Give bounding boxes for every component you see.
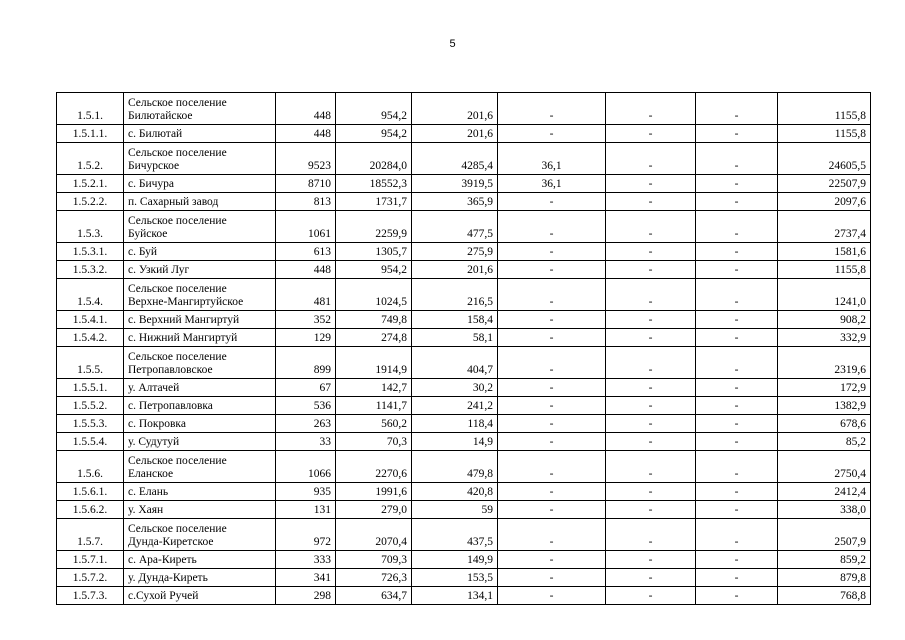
cell-value-4: - [498,279,606,311]
cell-name [124,433,276,451]
cell-total: 2319,6 [778,347,871,379]
cell-name [124,143,276,175]
cell-value-5: - [606,261,696,279]
cell-value-2: 2070,4 [336,519,412,551]
name-line: у. Хаян [128,504,164,516]
cell-value-5: - [606,125,696,143]
cell-value-6: - [696,125,778,143]
cell-name [124,569,276,587]
cell-value-3: 149,9 [412,551,498,569]
cell-value-6: - [696,311,778,329]
cell-population: 341 [276,569,336,587]
cell-value-5: - [606,451,696,483]
cell-total: 2737,4 [778,211,871,243]
table-row [57,501,871,519]
cell-value-4: - [498,93,606,125]
cell-population: 67 [276,379,336,397]
name-line: у. Судутуй [128,436,180,448]
cell-value-5: - [606,569,696,587]
cell-value-4: - [498,311,606,329]
cell-value-5: - [606,379,696,397]
cell-name [124,211,276,243]
table-row [57,243,871,261]
cell-population: 298 [276,587,336,605]
cell-value-2: 709,3 [336,551,412,569]
name-line: с. Елань [128,486,169,498]
cell-name [124,519,276,551]
cell-value-4: - [498,415,606,433]
name-line: у. Алтачей [128,382,180,394]
cell-population: 813 [276,193,336,211]
cell-total: 859,2 [778,551,871,569]
name-line: Бичурское [128,160,180,172]
cell-value-5: - [606,519,696,551]
name-line: с. Покровка [128,418,186,430]
cell-value-5: - [606,397,696,415]
table-row [57,379,871,397]
cell-total: 908,2 [778,311,871,329]
cell-value-2: 1141,7 [336,397,412,415]
cell-value-5: - [606,211,696,243]
cell-name [124,483,276,501]
cell-value-3: 118,4 [412,415,498,433]
cell-value-2: 18552,3 [336,175,412,193]
cell-value-2: 1024,5 [336,279,412,311]
cell-value-2: 1914,9 [336,347,412,379]
cell-value-6: - [696,175,778,193]
cell-value-6: - [696,93,778,125]
cell-total: 24605,5 [778,143,871,175]
cell-population: 1061 [276,211,336,243]
cell-population: 131 [276,501,336,519]
table-row [57,433,871,451]
cell-value-3: 3919,5 [412,175,498,193]
cell-population: 448 [276,125,336,143]
cell-code: 1.5.5.4. [57,433,124,451]
cell-value-4: - [498,397,606,415]
name-line: Еланское [128,468,174,480]
name-line: с.Сухой Ручей [128,590,199,602]
cell-value-3: 58,1 [412,329,498,347]
cell-total: 2097,6 [778,193,871,211]
cell-value-3: 134,1 [412,587,498,605]
cell-code: 1.5.1.1. [57,125,124,143]
cell-value-6: - [696,347,778,379]
cell-total: 172,9 [778,379,871,397]
cell-value-4: - [498,347,606,379]
cell-value-3: 241,2 [412,397,498,415]
cell-value-5: - [606,587,696,605]
cell-code: 1.5.4.1. [57,311,124,329]
table-row [57,587,871,605]
settlements-table [56,92,871,605]
cell-name [124,311,276,329]
table-row [57,519,871,551]
cell-population: 448 [276,261,336,279]
cell-value-4: - [498,261,606,279]
name-line: с. Верхний Мангиртуй [128,314,240,326]
cell-value-6: - [696,143,778,175]
cell-value-6: - [696,211,778,243]
cell-value-3: 201,6 [412,93,498,125]
cell-code: 1.5.7.2. [57,569,124,587]
cell-value-3: 479,8 [412,451,498,483]
cell-value-6: - [696,483,778,501]
cell-code: 1.5.6. [57,451,124,483]
cell-total: 22507,9 [778,175,871,193]
cell-total: 1241,0 [778,279,871,311]
cell-value-3: 365,9 [412,193,498,211]
cell-total: 678,6 [778,415,871,433]
cell-value-3: 420,8 [412,483,498,501]
table-body [57,93,871,605]
cell-name [124,279,276,311]
table-row [57,193,871,211]
cell-code: 1.5.6.1. [57,483,124,501]
cell-value-4: - [498,587,606,605]
cell-value-6: - [696,379,778,397]
cell-population: 263 [276,415,336,433]
cell-code: 1.5.5.3. [57,415,124,433]
cell-total: 2750,4 [778,451,871,483]
cell-code: 1.5.3. [57,211,124,243]
cell-value-5: - [606,483,696,501]
cell-value-6: - [696,519,778,551]
cell-code: 1.5.3.1. [57,243,124,261]
cell-code: 1.5.5.2. [57,397,124,415]
cell-value-4: - [498,433,606,451]
cell-value-4: - [498,501,606,519]
name-line: Буйское [128,228,168,240]
name-line: Сельское поселение [128,147,227,159]
cell-value-6: - [696,397,778,415]
cell-value-5: - [606,433,696,451]
cell-name [124,551,276,569]
table-row [57,483,871,501]
cell-value-3: 201,6 [412,261,498,279]
cell-value-2: 726,3 [336,569,412,587]
cell-total: 879,8 [778,569,871,587]
cell-value-5: - [606,311,696,329]
cell-name [124,501,276,519]
cell-name [124,451,276,483]
cell-total: 1155,8 [778,261,871,279]
cell-value-2: 1305,7 [336,243,412,261]
cell-value-3: 437,5 [412,519,498,551]
cell-value-5: - [606,551,696,569]
table-row [57,211,871,243]
cell-value-2: 70,3 [336,433,412,451]
cell-name [124,93,276,125]
cell-value-4: - [498,211,606,243]
cell-value-2: 954,2 [336,261,412,279]
cell-value-4: - [498,243,606,261]
cell-value-4: - [498,125,606,143]
cell-population: 9523 [276,143,336,175]
name-line: с. Бичура [128,178,174,190]
name-line: Дунда-Киретское [128,536,214,548]
cell-value-3: 477,5 [412,211,498,243]
cell-value-4: - [498,483,606,501]
table-row [57,397,871,415]
name-line: Сельское поселение [128,523,227,535]
table-row [57,569,871,587]
cell-code: 1.5.4.2. [57,329,124,347]
cell-code: 1.5.5.1. [57,379,124,397]
cell-value-4: - [498,551,606,569]
cell-value-6: - [696,433,778,451]
cell-name [124,125,276,143]
cell-value-3: 14,9 [412,433,498,451]
cell-value-2: 142,7 [336,379,412,397]
cell-value-6: - [696,243,778,261]
cell-code: 1.5.4. [57,279,124,311]
cell-value-2: 954,2 [336,125,412,143]
cell-code: 1.5.5. [57,347,124,379]
name-line: Сельское поселение [128,351,227,363]
cell-value-2: 1731,7 [336,193,412,211]
cell-population: 129 [276,329,336,347]
cell-code: 1.5.6.2. [57,501,124,519]
cell-value-4: - [498,569,606,587]
table-row [57,311,871,329]
cell-code: 1.5.7.1. [57,551,124,569]
cell-name [124,415,276,433]
name-line: Петропавловское [128,364,213,376]
cell-population: 1066 [276,451,336,483]
cell-value-3: 216,5 [412,279,498,311]
cell-value-6: - [696,193,778,211]
name-line: у. Дунда-Киреть [128,572,208,584]
table-row [57,347,871,379]
cell-value-5: - [606,329,696,347]
table-row [57,93,871,125]
cell-value-2: 1991,6 [336,483,412,501]
cell-value-6: - [696,451,778,483]
cell-name [124,261,276,279]
cell-value-2: 279,0 [336,501,412,519]
cell-value-2: 20284,0 [336,143,412,175]
page-number: 5 [449,38,456,50]
cell-value-5: - [606,415,696,433]
cell-value-5: - [606,501,696,519]
cell-code: 1.5.2.1. [57,175,124,193]
table-row [57,451,871,483]
cell-value-3: 404,7 [412,347,498,379]
table-row [57,551,871,569]
cell-total: 2507,9 [778,519,871,551]
cell-value-5: - [606,347,696,379]
cell-value-5: - [606,243,696,261]
cell-value-3: 4285,4 [412,143,498,175]
name-line: Сельское поселение [128,97,227,109]
cell-value-2: 2270,6 [336,451,412,483]
cell-value-3: 59 [412,501,498,519]
cell-value-2: 749,8 [336,311,412,329]
cell-value-3: 158,4 [412,311,498,329]
table-row [57,143,871,175]
cell-population: 448 [276,93,336,125]
name-line: с. Буй [128,246,158,258]
cell-value-6: - [696,279,778,311]
cell-value-2: 560,2 [336,415,412,433]
cell-value-6: - [696,501,778,519]
name-line: с. Нижний Мангиртуй [128,332,238,344]
cell-value-2: 2259,9 [336,211,412,243]
cell-population: 481 [276,279,336,311]
cell-value-6: - [696,261,778,279]
cell-value-5: - [606,143,696,175]
cell-value-2: 274,8 [336,329,412,347]
cell-value-4: - [498,519,606,551]
name-line: Верхне-Мангиртуйское [128,296,244,308]
cell-total: 338,0 [778,501,871,519]
cell-value-5: - [606,93,696,125]
cell-total: 1581,6 [778,243,871,261]
cell-population: 333 [276,551,336,569]
cell-total: 85,2 [778,433,871,451]
cell-name [124,193,276,211]
cell-population: 935 [276,483,336,501]
cell-value-4: - [498,193,606,211]
cell-population: 613 [276,243,336,261]
cell-name [124,379,276,397]
cell-value-4: - [498,329,606,347]
cell-code: 1.5.2. [57,143,124,175]
cell-population: 536 [276,397,336,415]
cell-value-3: 275,9 [412,243,498,261]
name-line: с. Ара-Киреть [128,554,197,566]
cell-name [124,397,276,415]
name-line: с. Петропавловка [128,400,213,412]
table-row [57,329,871,347]
table-row [57,415,871,433]
cell-value-2: 954,2 [336,93,412,125]
cell-code: 1.5.3.2. [57,261,124,279]
cell-value-5: - [606,175,696,193]
table-row [57,261,871,279]
cell-population: 33 [276,433,336,451]
name-line: с. Билютай [128,128,183,140]
cell-value-3: 201,6 [412,125,498,143]
cell-code: 1.5.1. [57,93,124,125]
cell-name [124,347,276,379]
cell-value-5: - [606,279,696,311]
cell-value-6: - [696,329,778,347]
cell-population: 352 [276,311,336,329]
name-line: Сельское поселение [128,283,227,295]
cell-total: 1155,8 [778,125,871,143]
cell-code: 1.5.2.2. [57,193,124,211]
cell-value-4: - [498,451,606,483]
name-line: п. Сахарный завод [128,196,219,208]
cell-value-3: 30,2 [412,379,498,397]
cell-value-4: 36,1 [498,143,606,175]
cell-code: 1.5.7.3. [57,587,124,605]
cell-name [124,587,276,605]
cell-value-4: - [498,379,606,397]
cell-total: 1155,8 [778,93,871,125]
cell-code: 1.5.7. [57,519,124,551]
cell-name [124,243,276,261]
cell-value-2: 634,7 [336,587,412,605]
name-line: с. Узкий Луг [128,264,190,276]
cell-name [124,329,276,347]
name-line: Сельское поселение [128,455,227,467]
cell-value-5: - [606,193,696,211]
cell-value-3: 153,5 [412,569,498,587]
table-row [57,125,871,143]
cell-value-6: - [696,587,778,605]
cell-value-6: - [696,569,778,587]
name-line: Сельское поселение [128,215,227,227]
cell-population: 972 [276,519,336,551]
cell-total: 2412,4 [778,483,871,501]
cell-total: 1382,9 [778,397,871,415]
cell-name [124,175,276,193]
table-row [57,279,871,311]
cell-total: 768,8 [778,587,871,605]
cell-population: 8710 [276,175,336,193]
cell-value-6: - [696,415,778,433]
cell-value-6: - [696,551,778,569]
cell-population: 899 [276,347,336,379]
cell-value-4: 36,1 [498,175,606,193]
cell-total: 332,9 [778,329,871,347]
table-row [57,175,871,193]
name-line: Билютайское [128,110,193,122]
